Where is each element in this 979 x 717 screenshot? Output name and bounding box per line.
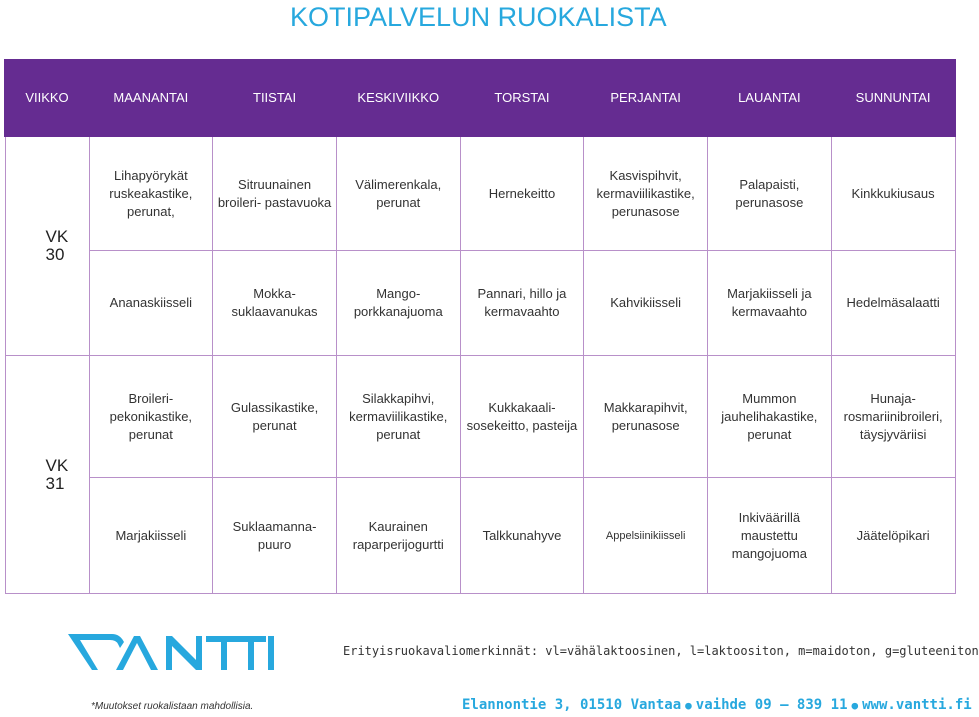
dessert-cell: Suklaamanna- puuro (213, 478, 337, 594)
header-tuesday: TIISTAI (213, 60, 337, 136)
menu-cell: Palapaisti, perunasose (708, 136, 832, 251)
week-label: VK 30 (5, 136, 89, 356)
menu-cell: Sitruunainen broileri- pastavuoka (213, 136, 337, 251)
header-sunday: SUNNUNTAI (831, 60, 955, 136)
footer-phone: vaihde 09 – 839 11 (695, 697, 848, 713)
menu-cell: Kukkakaali- sosekeitto, pasteija (460, 356, 584, 478)
header-week: VIIKKO (5, 60, 89, 136)
dessert-cell: Ananaskiisseli (89, 251, 213, 356)
menu-cell: Makkarapihvit, perunasose (584, 356, 708, 478)
header-saturday: LAUANTAI (708, 60, 832, 136)
header-friday: PERJANTAI (584, 60, 708, 136)
menu-cell: Kasvispihvit, kermaviilikastike, perunasose (584, 136, 708, 251)
dessert-cell: Appelsiinikiisseli (584, 478, 708, 594)
footer-web: www.vantti.fi (862, 697, 972, 713)
disclaimer: *Muutokset ruokalistaan mahdollisia. (91, 701, 254, 712)
dessert-cell: Talkkunahyve (460, 478, 584, 594)
dessert-cell: Inkiväärillä maustettu mangojuoma (708, 478, 832, 594)
week-30-main-row (5, 136, 955, 251)
menu-cell: Silakkapihvi, kermaviilikastike, perunat (336, 356, 460, 478)
diet-codes: Erityisruokavaliomerkinnät: vl=vähälaktoosinen, l=laktoositon, m=maidoton, g=gluteeniton (343, 644, 979, 658)
dessert-cell: Kaurainen raparperijogurtti (336, 478, 460, 594)
bullet-icon: ● (851, 699, 859, 712)
dessert-cell: Mokka- suklaavanukas (213, 251, 337, 356)
page-title: KOTIPALVELUN RUOKALISTA (290, 2, 667, 32)
week-31-main-row (5, 356, 955, 478)
week-label: VK 31 (5, 356, 89, 594)
menu-cell: Broileri- pekonikastike, perunat (89, 356, 213, 478)
menu-cell: Hunaja- rosmariinibroileri, täysjyväriisi (831, 356, 955, 478)
header-thursday: TORSTAI (460, 60, 584, 136)
menu-table (4, 59, 956, 594)
dessert-cell: Mango- porkkanajuoma (336, 251, 460, 356)
menu-cell: Mummon jauhelihakastike, perunat (708, 356, 832, 478)
dessert-cell: Hedelmäsalaatti (831, 251, 955, 356)
header-wednesday: KESKIVIIKKO (336, 60, 460, 136)
header-row (5, 60, 955, 136)
dessert-cell: Marjakiisseli ja kermavaahto (708, 251, 832, 356)
menu-cell: Hernekeitto (460, 136, 584, 251)
dessert-cell: Jäätelöpikari (831, 478, 955, 594)
bullet-icon: ● (685, 699, 692, 712)
menu-cell: Kinkkukiusaus (831, 136, 955, 251)
menu-cell: Lihapyörykät ruskeakastike, perunat, (89, 136, 213, 251)
vantti-logo (66, 630, 276, 674)
footer-address: Elannontie 3, 01510 Vantaa (462, 697, 682, 713)
week-30-dessert-row (5, 251, 955, 356)
dessert-cell: Marjakiisseli (89, 478, 213, 594)
dessert-cell: Kahvikiisseli (584, 251, 708, 356)
dessert-cell: Pannari, hillo ja kermavaahto (460, 251, 584, 356)
week-31-dessert-row (5, 478, 955, 594)
footer-contact (462, 697, 972, 713)
menu-cell: Välimerenkala, perunat (336, 136, 460, 251)
header-monday: MAANANTAI (89, 60, 213, 136)
menu-cell: Gulassikastike, perunat (213, 356, 337, 478)
